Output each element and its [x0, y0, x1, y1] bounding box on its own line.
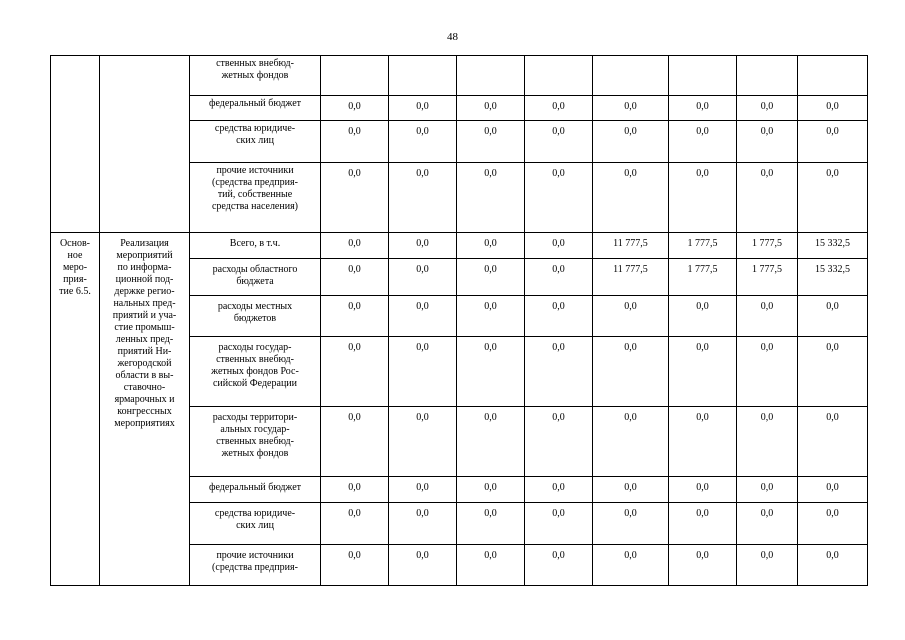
- value-cell: [525, 407, 593, 477]
- value-cell: [798, 163, 868, 233]
- value-cell: [798, 407, 868, 477]
- value-cell-text: 0,0: [760, 168, 774, 179]
- value-cell: [389, 407, 457, 477]
- value-cell-text: 0,0: [760, 101, 774, 112]
- value-cell-text: 0,0: [624, 168, 637, 179]
- value-cell-text: 0,0: [484, 301, 497, 312]
- value-cell: [321, 545, 389, 586]
- value-cell: [389, 121, 457, 163]
- value-cell-text: 0,0: [348, 264, 361, 275]
- value-cell-text: 0,0: [826, 301, 839, 312]
- value-cell: [669, 477, 737, 503]
- row-label-text: расходы областного бюджета: [212, 264, 298, 287]
- value-cell: [321, 407, 389, 477]
- value-cell-text: 0,0: [624, 412, 637, 423]
- value-cell-text: 0,0: [624, 550, 637, 561]
- value-cell-text: 0,0: [696, 301, 709, 312]
- value-cell: [389, 296, 457, 337]
- value-cell: [321, 296, 389, 337]
- value-cell: [389, 477, 457, 503]
- value-cell-text: 0,0: [624, 342, 637, 353]
- value-cell-text: 0,0: [484, 412, 497, 423]
- value-cell-text: 0,0: [416, 301, 429, 312]
- value-cell: [525, 503, 593, 545]
- value-cell: [321, 233, 389, 259]
- value-cell: [737, 296, 798, 337]
- value-cell-text: 15 332,5: [815, 264, 850, 275]
- empty-cell: [51, 56, 100, 233]
- value-cell: [525, 163, 593, 233]
- value-cell: [669, 233, 737, 259]
- value-cell: [669, 96, 737, 121]
- value-cell-text: 0,0: [416, 264, 429, 275]
- value-cell-text: 0,0: [552, 342, 565, 353]
- value-cell: [737, 121, 798, 163]
- value-cell: [457, 503, 525, 545]
- value-cell: [798, 233, 868, 259]
- value-cell: [525, 477, 593, 503]
- value-cell-text: [595, 56, 666, 61]
- value-cell-text: 0,0: [826, 126, 839, 137]
- value-cell: [737, 337, 798, 407]
- value-cell: [593, 545, 669, 586]
- value-cell: [457, 233, 525, 259]
- measure-description: [100, 233, 190, 586]
- row-label-text: средства юридиче- ских лиц: [214, 123, 296, 146]
- value-cell-text: 0,0: [826, 342, 839, 353]
- value-cell: [321, 477, 389, 503]
- value-cell-text: 0,0: [552, 301, 565, 312]
- value-cell: [321, 259, 389, 296]
- value-cell-text: 0,0: [484, 342, 497, 353]
- value-cell-text: 1 777,5: [687, 264, 718, 275]
- value-cell-text: 0,0: [416, 126, 429, 137]
- value-cell: [593, 163, 669, 233]
- value-cell-text: 0,0: [348, 126, 361, 137]
- value-cell: [525, 56, 593, 96]
- value-cell-text: [459, 56, 522, 61]
- table-row: [51, 56, 868, 96]
- value-cell: [798, 56, 868, 96]
- measure-description-text: Реализация мероприятий по информа- ционной под- держке регио- нальных пред- приятий и уча- стие промыш- ленных пред- приятий Ни- жегородской области в вы- ставочно- ярмарочных и конгрессных мероприятиях: [112, 238, 177, 429]
- value-cell-text: 0,0: [624, 508, 637, 519]
- value-cell-text: 0,0: [624, 482, 637, 493]
- value-cell-text: 0,0: [696, 342, 709, 353]
- value-cell-text: 0,0: [416, 101, 429, 112]
- value-cell: [798, 296, 868, 337]
- row-label: [190, 296, 321, 337]
- value-cell: [321, 337, 389, 407]
- row-label-text: Всего, в т.ч.: [229, 238, 281, 249]
- value-cell: [525, 121, 593, 163]
- value-cell-text: 0,0: [348, 168, 361, 179]
- row-label: [190, 233, 321, 259]
- value-cell: [737, 96, 798, 121]
- value-cell-text: 0,0: [552, 412, 565, 423]
- value-cell-text: 11 777,5: [613, 264, 648, 275]
- value-cell: [389, 337, 457, 407]
- value-cell: [737, 163, 798, 233]
- value-cell-text: 0,0: [348, 508, 361, 519]
- value-cell-text: 0,0: [696, 126, 709, 137]
- row-label-text: расходы местных бюджетов: [217, 301, 293, 324]
- value-cell-text: 0,0: [484, 482, 497, 493]
- value-cell-text: 0,0: [416, 550, 429, 561]
- value-cell-text: 0,0: [348, 412, 361, 423]
- value-cell: [669, 545, 737, 586]
- value-cell: [389, 259, 457, 296]
- row-label: [190, 96, 321, 121]
- value-cell-text: 0,0: [826, 482, 839, 493]
- value-cell-text: 0,0: [484, 168, 497, 179]
- value-cell: [525, 296, 593, 337]
- value-cell-text: 0,0: [696, 412, 709, 423]
- value-cell-text: [739, 56, 795, 61]
- value-cell-text: 0,0: [760, 342, 774, 353]
- row-label-text: расходы территори- альных государ- ственных внебюд- жетных фондов: [212, 412, 298, 459]
- row-label: [190, 163, 321, 233]
- table-row: [51, 233, 868, 259]
- value-cell: [525, 545, 593, 586]
- value-cell-text: 0,0: [696, 101, 709, 112]
- value-cell: [669, 337, 737, 407]
- value-cell: [593, 407, 669, 477]
- value-cell-text: 0,0: [416, 412, 429, 423]
- value-cell-text: 0,0: [416, 168, 429, 179]
- row-label-text: федеральный бюджет: [208, 482, 302, 493]
- row-label-text: прочие источники (средства предприя- тий, собственные средства населения): [211, 165, 299, 212]
- row-label-text: ственных внебюд- жетных фондов: [216, 58, 294, 81]
- value-cell-text: 11 777,5: [613, 238, 648, 249]
- page-number: 48: [447, 31, 458, 43]
- value-cell: [593, 477, 669, 503]
- value-cell: [593, 56, 669, 96]
- row-label: [190, 503, 321, 545]
- table-body: [51, 56, 868, 586]
- value-cell-text: 0,0: [484, 550, 497, 561]
- value-cell-text: 15 332,5: [815, 238, 850, 249]
- value-cell: [321, 96, 389, 121]
- value-cell-text: 0,0: [826, 101, 839, 112]
- value-cell-text: 0,0: [552, 101, 565, 112]
- value-cell-text: 0,0: [552, 264, 565, 275]
- value-cell: [389, 233, 457, 259]
- value-cell-text: [391, 56, 454, 61]
- row-label-text: прочие источники (средства предприя-: [212, 550, 298, 573]
- value-cell: [457, 96, 525, 121]
- row-label-text: федеральный бюджет: [208, 98, 302, 109]
- value-cell-text: 0,0: [484, 101, 497, 112]
- value-cell-text: 0,0: [760, 126, 774, 137]
- value-cell-text: 0,0: [624, 301, 637, 312]
- value-cell-text: 0,0: [484, 238, 497, 249]
- value-cell: [525, 259, 593, 296]
- value-cell: [737, 545, 798, 586]
- value-cell: [457, 407, 525, 477]
- value-cell-text: 0,0: [552, 238, 565, 249]
- empty-cell: [100, 56, 190, 233]
- value-cell: [593, 296, 669, 337]
- value-cell: [737, 503, 798, 545]
- value-cell-text: 0,0: [552, 126, 565, 137]
- value-cell-text: 0,0: [416, 238, 429, 249]
- value-cell: [737, 477, 798, 503]
- value-cell: [798, 121, 868, 163]
- value-cell-text: 0,0: [348, 482, 361, 493]
- value-cell: [737, 407, 798, 477]
- value-cell-text: 0,0: [760, 412, 774, 423]
- value-cell-text: 0,0: [826, 412, 839, 423]
- value-cell: [457, 545, 525, 586]
- value-cell-text: 0,0: [826, 550, 839, 561]
- value-cell: [321, 503, 389, 545]
- value-cell: [321, 121, 389, 163]
- value-cell: [321, 163, 389, 233]
- value-cell-text: 0,0: [416, 342, 429, 353]
- value-cell: [798, 545, 868, 586]
- value-cell: [389, 163, 457, 233]
- value-cell-text: 0,0: [624, 126, 637, 137]
- row-label: [190, 56, 321, 96]
- value-cell-text: [323, 56, 386, 61]
- value-cell: [457, 121, 525, 163]
- value-cell: [737, 233, 798, 259]
- value-cell: [593, 96, 669, 121]
- value-cell: [798, 96, 868, 121]
- value-cell: [457, 296, 525, 337]
- value-cell-text: 0,0: [696, 482, 709, 493]
- value-cell-text: 0,0: [760, 301, 774, 312]
- value-cell-text: 0,0: [484, 508, 497, 519]
- value-cell: [525, 337, 593, 407]
- value-cell: [798, 503, 868, 545]
- value-cell: [737, 56, 798, 96]
- value-cell: [593, 233, 669, 259]
- value-cell-text: 0,0: [416, 482, 429, 493]
- value-cell: [798, 337, 868, 407]
- value-cell: [525, 96, 593, 121]
- value-cell: [669, 163, 737, 233]
- value-cell: [389, 545, 457, 586]
- value-cell: [389, 503, 457, 545]
- value-cell: [457, 337, 525, 407]
- value-cell-text: 0,0: [552, 550, 565, 561]
- value-cell: [457, 56, 525, 96]
- value-cell-text: 0,0: [760, 482, 774, 493]
- value-cell-text: 0,0: [696, 508, 709, 519]
- value-cell: [669, 259, 737, 296]
- value-cell-text: 0,0: [760, 508, 774, 519]
- value-cell-text: 0,0: [348, 238, 361, 249]
- measure-code: [51, 233, 100, 586]
- value-cell-text: 0,0: [348, 301, 361, 312]
- value-cell-text: 0,0: [760, 550, 774, 561]
- value-cell: [669, 296, 737, 337]
- row-label: [190, 259, 321, 296]
- value-cell-text: 0,0: [826, 168, 839, 179]
- value-cell: [389, 96, 457, 121]
- value-cell: [457, 477, 525, 503]
- value-cell: [525, 233, 593, 259]
- value-cell-text: [800, 56, 865, 61]
- value-cell-text: 0,0: [826, 508, 839, 519]
- value-cell: [593, 503, 669, 545]
- value-cell-text: 0,0: [484, 126, 497, 137]
- value-cell-text: 1 777,5: [687, 238, 718, 249]
- value-cell-text: 0,0: [416, 508, 429, 519]
- value-cell-text: 0,0: [348, 342, 361, 353]
- value-cell-text: 1 777,5: [752, 238, 782, 249]
- value-cell-text: 0,0: [624, 101, 637, 112]
- budget-table: [50, 55, 868, 586]
- value-cell-text: 0,0: [696, 168, 709, 179]
- value-cell: [593, 121, 669, 163]
- value-cell: [457, 163, 525, 233]
- value-cell: [321, 56, 389, 96]
- value-cell-text: [527, 56, 590, 61]
- row-label-text: средства юридиче- ских лиц: [214, 508, 296, 531]
- value-cell-text: 1 777,5: [752, 264, 782, 275]
- value-cell: [389, 56, 457, 96]
- row-label-text: расходы государ- ственных внебюд- жетных фондов Рос- сийской Федерации: [211, 342, 299, 389]
- measure-code-text: Основ- ное меро- прия- тие 6.5.: [59, 238, 91, 297]
- value-cell-text: [671, 56, 734, 61]
- value-cell-text: 0,0: [348, 550, 361, 561]
- value-cell-text: 0,0: [348, 101, 361, 112]
- value-cell-text: 0,0: [552, 168, 565, 179]
- value-cell-text: 0,0: [552, 482, 565, 493]
- row-label: [190, 477, 321, 503]
- value-cell: [593, 337, 669, 407]
- value-cell: [798, 477, 868, 503]
- value-cell: [669, 121, 737, 163]
- value-cell-text: 0,0: [696, 550, 709, 561]
- row-label: [190, 337, 321, 407]
- value-cell: [737, 259, 798, 296]
- value-cell: [669, 407, 737, 477]
- value-cell: [798, 259, 868, 296]
- row-label: [190, 121, 321, 163]
- value-cell: [457, 259, 525, 296]
- row-label: [190, 407, 321, 477]
- row-label: [190, 545, 321, 586]
- value-cell: [669, 56, 737, 96]
- value-cell-text: 0,0: [484, 264, 497, 275]
- value-cell: [593, 259, 669, 296]
- value-cell: [669, 503, 737, 545]
- value-cell-text: 0,0: [552, 508, 565, 519]
